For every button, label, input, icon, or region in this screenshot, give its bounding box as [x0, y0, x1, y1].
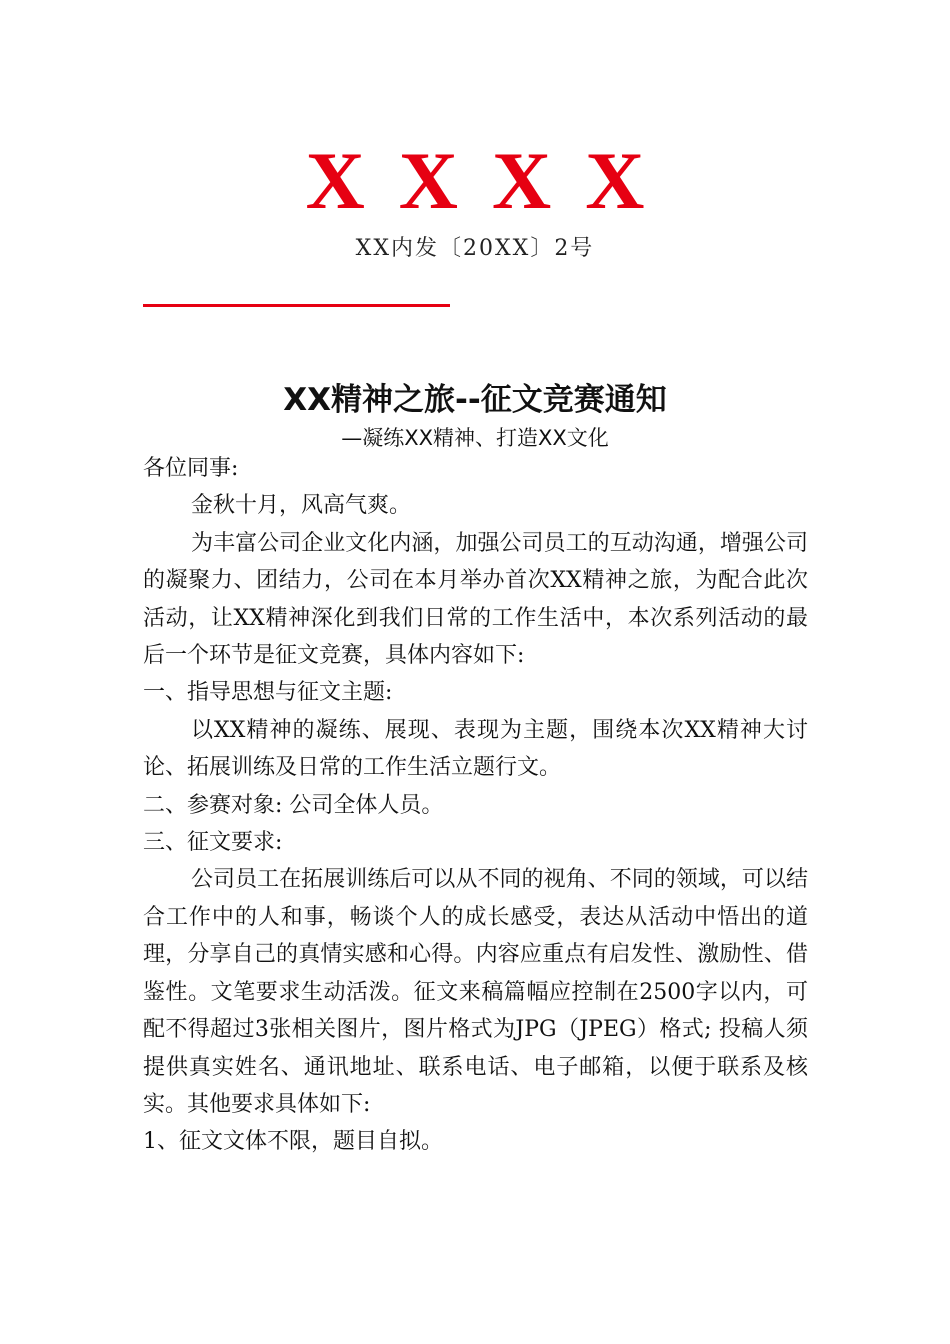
list-item-1: 1、征文文体不限，题目自拟。	[143, 1129, 443, 1155]
paragraph-opening: 金秋十月，风高气爽。	[191, 493, 412, 519]
section-heading-1: 一、指导思想与征文主题:	[143, 680, 393, 706]
paragraph-requirements: 公司员工在拓展训练后可以从不同的视角、不同的领域，可以结合工作中的人和事，畅谈个人的成长感受，表达从活动中悟出的道理，分享自己的真情实感和心得。内容应重点有启发性、激励性、借鉴性。文笔要求生动活泼。征文来稿篇幅应控制在2500字以内，可配不得超过3张相关图片，图片格式为JPG（JPEG）格式; 投稿人须提供真实姓名、通讯地址、联系电话、电子邮箱，以便于联系及核实。其他要求具体如下:	[143, 867, 808, 1117]
section-heading-2: 二、参赛对象: 公司全体人员。	[143, 792, 444, 818]
paragraph-purpose: 为丰富公司企业文化内涵，加强公司员工的互动沟通，增强公司的凝聚力、团结力，公司在本月举办首次XX精神之旅，为配合此次活动，让XX精神深化到我们日常的工作生活中，本次系列活动的最后一个环节是征文竞赛，具体内容如下:	[143, 530, 808, 669]
notice-title: XX精神之旅--征文竞赛通知	[283, 382, 667, 418]
document-number: XX内发〔20XX〕2号	[355, 236, 595, 261]
notice-body	[143, 450, 808, 1161]
red-divider-line	[143, 304, 450, 307]
paragraph-theme: 以XX精神的凝练、展现、表现为主题，围绕本次XX精神大讨论、拓展训练及日常的工作生活立题行文。	[143, 717, 808, 781]
red-header-title: XXXX	[305, 135, 679, 226]
notice-subtitle: —凝练XX精神、打造XX文化	[341, 426, 609, 450]
section-heading-3: 三、征文要求:	[143, 830, 283, 856]
salutation: 各位同事:	[143, 456, 239, 481]
